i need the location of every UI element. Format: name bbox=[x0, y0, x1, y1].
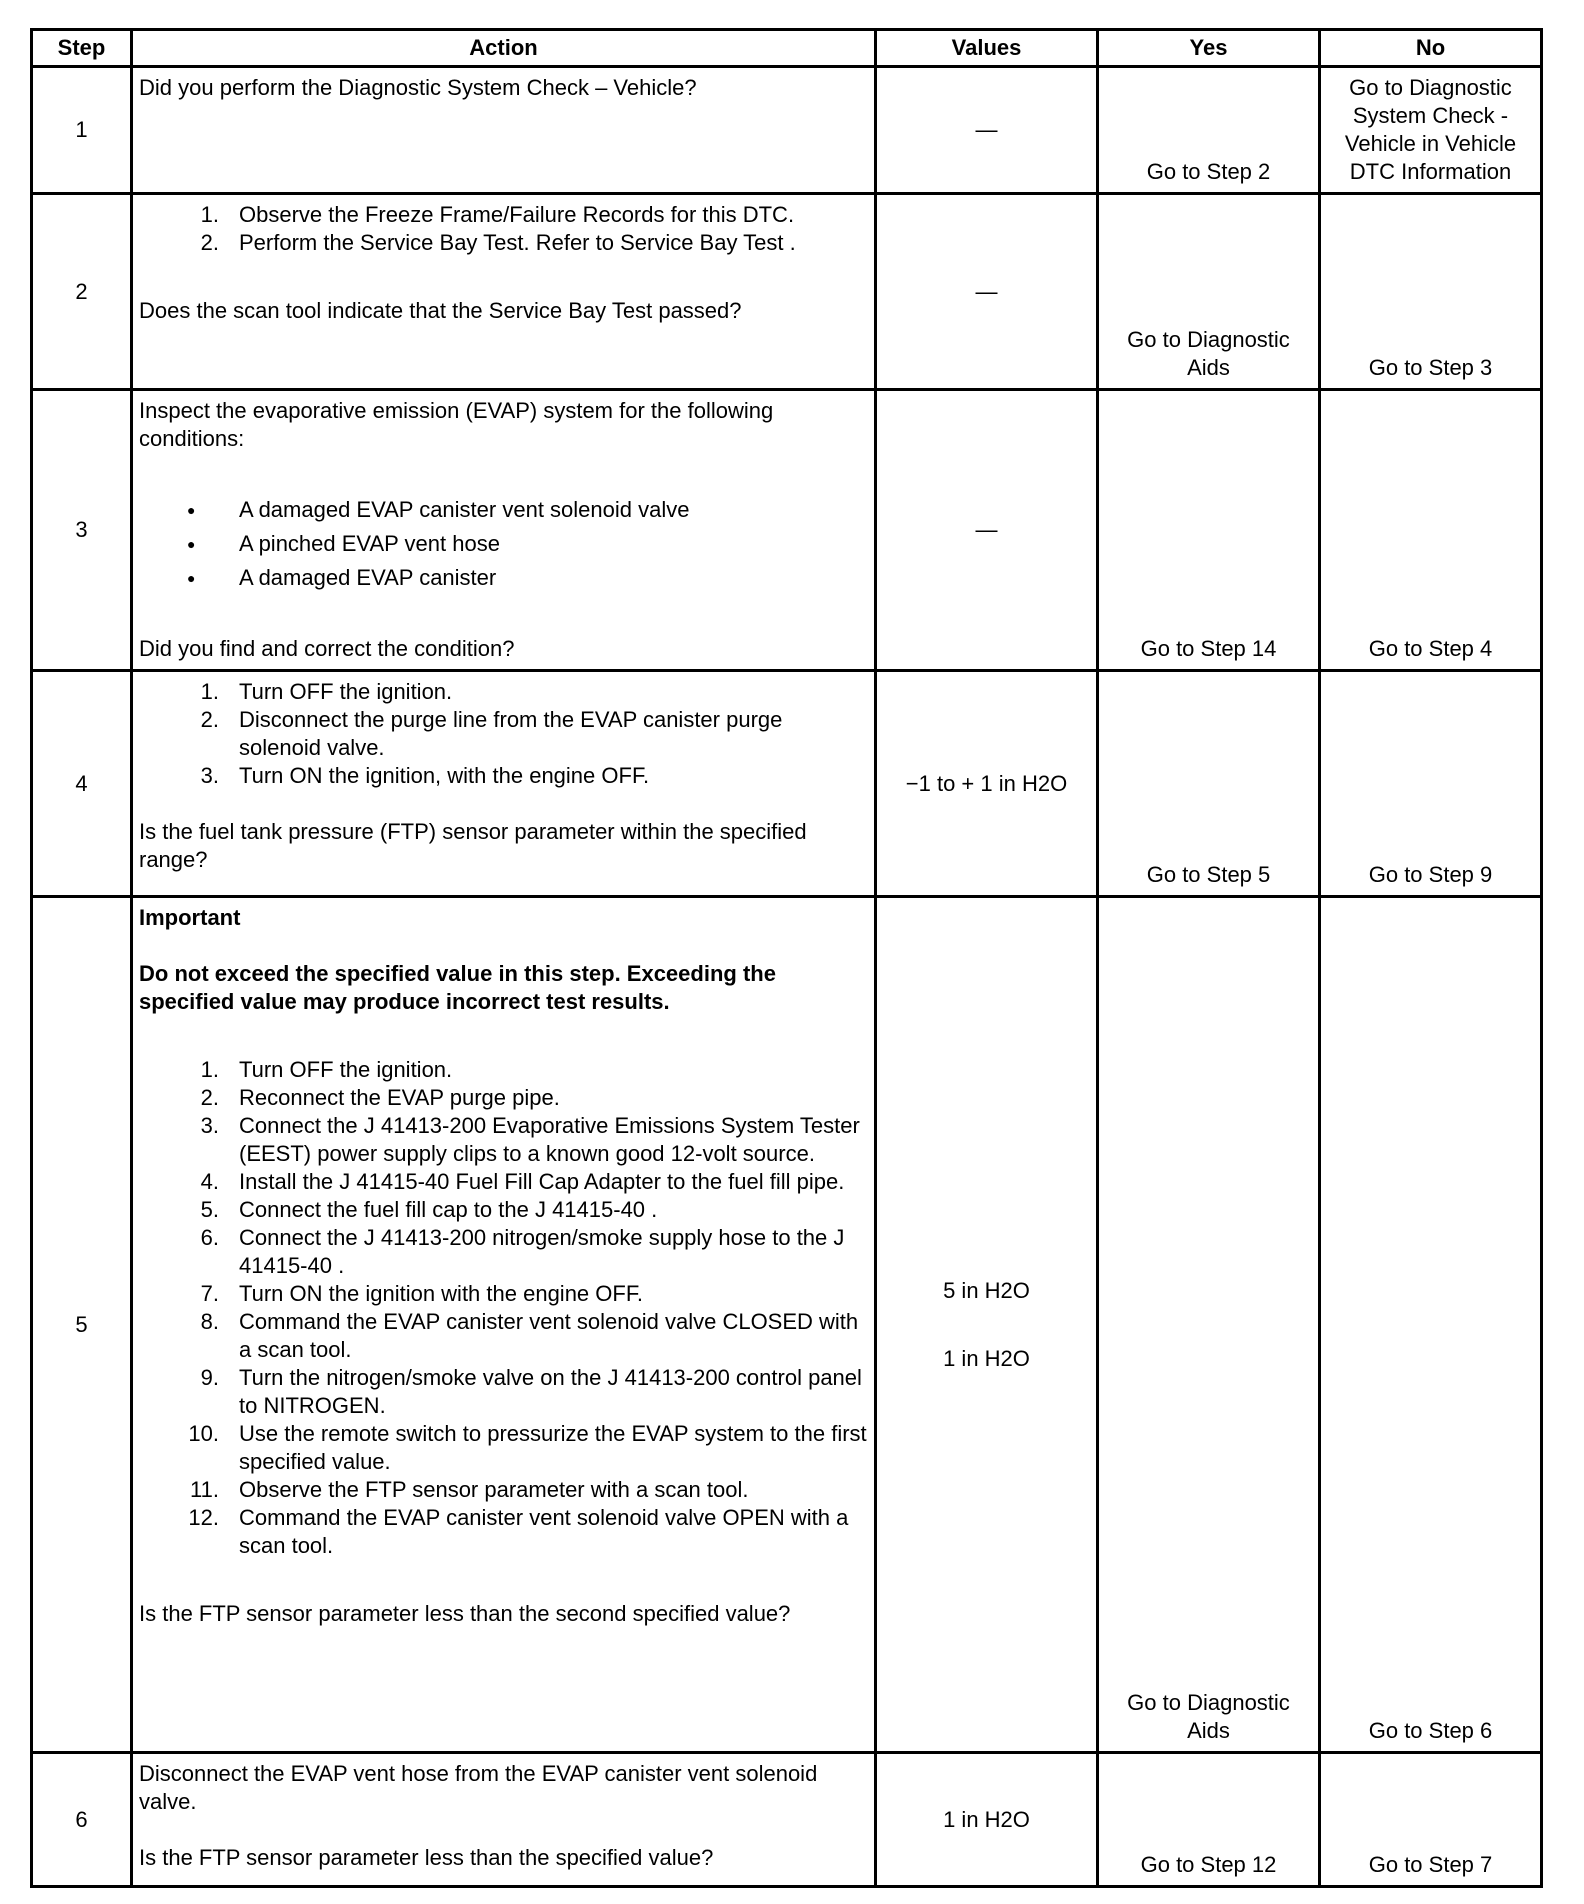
list-item: 10. Use the remote switch to pressurize the EVAP system to the first specified value. bbox=[188, 1421, 867, 1474]
action-steps bbox=[139, 678, 868, 790]
action-cell bbox=[132, 67, 876, 194]
action-cell bbox=[132, 671, 876, 897]
value-cell: — bbox=[876, 390, 1098, 671]
table-row bbox=[32, 67, 1542, 194]
action-question: Is the FTP sensor parameter less than the second specified value? bbox=[139, 1601, 791, 1626]
step-number: 5 bbox=[32, 897, 132, 1753]
list-item: 12. Command the EVAP canister vent solenoid valve OPEN with a scan tool. bbox=[188, 1505, 849, 1558]
action-cell bbox=[132, 1753, 876, 1887]
list-item: 1. Turn OFF the ignition. bbox=[200, 1057, 453, 1082]
list-item: 1. Observe the Freeze Frame/Failure Records for this DTC. bbox=[200, 202, 795, 227]
table-row bbox=[32, 1753, 1542, 1887]
diagnostic-table bbox=[30, 28, 1543, 1888]
step-number: 6 bbox=[32, 1753, 132, 1887]
action-cell bbox=[132, 194, 876, 390]
no-cell: Go to Step 4 bbox=[1320, 390, 1542, 671]
action-intro: Inspect the evaporative emission (EVAP) system for the following conditions: bbox=[139, 398, 774, 451]
table-row bbox=[32, 390, 1542, 671]
action-intro: Disconnect the EVAP vent hose from the EVAP canister vent solenoid valve. bbox=[139, 1761, 818, 1814]
value-cell: — bbox=[876, 194, 1098, 390]
no-cell: Go to Step 7 bbox=[1320, 1753, 1542, 1887]
action-question: Is the fuel tank pressure (FTP) sensor parameter within the specified range? bbox=[139, 819, 807, 872]
action-question: Did you perform the Diagnostic System Check – Vehicle? bbox=[139, 75, 697, 100]
list-item: 2. Reconnect the EVAP purge pipe. bbox=[200, 1085, 560, 1110]
step-number: 1 bbox=[32, 67, 132, 194]
list-item: 8. Command the EVAP canister vent solenoid valve CLOSED with a scan tool. bbox=[200, 1309, 859, 1362]
list-item: 1. Turn OFF the ignition. bbox=[200, 679, 453, 704]
action-question: Did you find and correct the condition? bbox=[139, 636, 515, 661]
action-steps bbox=[139, 201, 868, 257]
value-second: 1 in H2O bbox=[943, 1345, 1030, 1371]
yes-cell: Go to Step 5 bbox=[1098, 671, 1320, 897]
step-number: 2 bbox=[32, 194, 132, 390]
list-item: ● A damaged EVAP canister bbox=[139, 561, 868, 595]
header-values: Values bbox=[876, 30, 1098, 67]
condition-list bbox=[139, 493, 868, 595]
value-cell: −1 to + 1 in H2O bbox=[876, 671, 1098, 897]
table-row bbox=[32, 194, 1542, 390]
table-row bbox=[32, 897, 1542, 1753]
action-question: Is the FTP sensor parameter less than the specified value? bbox=[139, 1845, 714, 1870]
yes-cell: Go to Step 12 bbox=[1098, 1753, 1320, 1887]
header-action: Action bbox=[132, 30, 876, 67]
list-item: 5. Connect the fuel fill cap to the J 41415-40 . bbox=[200, 1197, 658, 1222]
header-yes: Yes bbox=[1098, 30, 1320, 67]
header-no: No bbox=[1320, 30, 1542, 67]
list-item: 2. Disconnect the purge line from the EVAP canister purge solenoid valve. bbox=[200, 707, 783, 760]
list-item: ● A pinched EVAP vent hose bbox=[139, 527, 868, 561]
list-item: 4. Install the J 41415-40 Fuel Fill Cap Adapter to the fuel fill pipe. bbox=[200, 1169, 845, 1194]
value-cell: 1 in H2O bbox=[876, 1753, 1098, 1887]
important-title: Important bbox=[139, 905, 241, 930]
action-question: Does the scan tool indicate that the Service Bay Test passed? bbox=[139, 298, 742, 323]
list-item: 9. Turn the nitrogen/smoke valve on the J 41413-200 control panel to NITROGEN. bbox=[200, 1365, 862, 1418]
table-row bbox=[32, 671, 1542, 897]
list-item: 3. Connect the J 41413-200 Evaporative Emissions System Tester (EEST) power supply clips to a known good 12-volt source. bbox=[200, 1113, 860, 1166]
list-item: ● A damaged EVAP canister vent solenoid valve bbox=[139, 493, 868, 527]
yes-cell: Go to Step 14 bbox=[1098, 390, 1320, 671]
value-first: 5 in H2O bbox=[943, 1277, 1030, 1303]
yes-cell: Go to Diagnostic Aids bbox=[1098, 897, 1320, 1753]
list-item: 7. Turn ON the ignition with the engine OFF. bbox=[200, 1281, 643, 1306]
important-text: Do not exceed the specified value in this step. Exceeding the specified value may produce incorrect test results. bbox=[139, 961, 776, 1014]
list-item: 3. Turn ON the ignition, with the engine OFF. bbox=[200, 763, 650, 788]
header-step: Step bbox=[32, 30, 132, 67]
value-cell bbox=[876, 897, 1098, 1753]
action-cell bbox=[132, 390, 876, 671]
list-item: 2. Perform the Service Bay Test. Refer to Service Bay Test . bbox=[200, 230, 796, 255]
header-row bbox=[32, 30, 1542, 67]
step-number: 3 bbox=[32, 390, 132, 671]
no-cell: Go to Step 9 bbox=[1320, 671, 1542, 897]
action-cell bbox=[132, 897, 876, 1753]
no-cell: Go to Step 3 bbox=[1320, 194, 1542, 390]
no-cell: Go to Diagnostic System Check - Vehicle in Vehicle DTC Information bbox=[1320, 67, 1542, 194]
step-number: 4 bbox=[32, 671, 132, 897]
value-cell: — bbox=[876, 67, 1098, 194]
yes-cell: Go to Diagnostic Aids bbox=[1098, 194, 1320, 390]
no-cell: Go to Step 6 bbox=[1320, 897, 1542, 1753]
list-item: 11. Observe the FTP sensor parameter with a scan tool. bbox=[190, 1477, 749, 1502]
action-steps bbox=[139, 1056, 868, 1560]
list-item: 6. Connect the J 41413-200 nitrogen/smoke supply hose to the J 41415-40 . bbox=[200, 1225, 845, 1278]
yes-cell: Go to Step 2 bbox=[1098, 67, 1320, 194]
